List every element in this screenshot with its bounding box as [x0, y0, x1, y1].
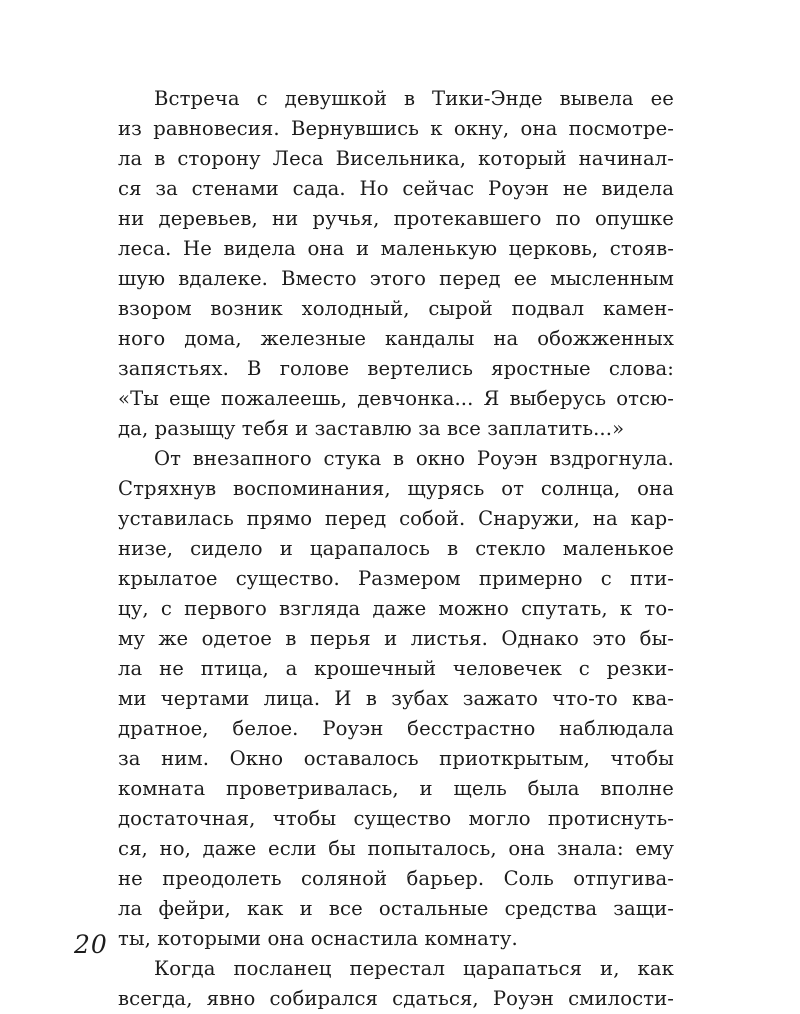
paragraph-2-line: му же одетое в перья и листья. Однако это бы-	[118, 627, 674, 650]
paragraph-2-line: ми чертами лица. И в зубах зажато что-то ква-	[118, 687, 674, 710]
paragraph-1-line: из равновесия. Вернувшись к окну, она посмотре-	[118, 117, 674, 140]
paragraph-2-line: дратное, белое. Роуэн бесстрастно наблюдала	[118, 717, 674, 740]
paragraph-2-line: комната проветривалась, и щель была вполне	[118, 777, 674, 800]
page-number: 20	[74, 930, 108, 959]
paragraph-1-line: шую вдалеке. Вместо этого перед ее мысленным	[118, 267, 674, 290]
paragraph-3-line: Когда посланец перестал царапаться и, как	[154, 957, 674, 980]
paragraph-1-line: да, разыщу тебя и заставлю за все заплатить...»	[118, 417, 625, 440]
paragraph-2-line: Стряхнув воспоминания, щурясь от солнца, она	[118, 477, 674, 500]
paragraph-1-line: ни деревьев, ни ручья, протекавшего по опушке	[118, 207, 674, 230]
paragraph-2-line: уставилась прямо перед собой. Снаружи, на кар-	[118, 507, 674, 530]
paragraph-1-line: «Ты еще пожалеешь, девчонка... Я выберусь отсю-	[118, 387, 674, 410]
paragraph-3-line: всегда, явно собирался сдаться, Роуэн смилости-	[118, 987, 674, 1010]
paragraph-2-line: крылатое существо. Размером примерно с пти-	[118, 567, 674, 590]
paragraph-2-line: достаточная, чтобы существо могло протиснуть-	[118, 807, 674, 830]
paragraph-2-line: низе, сидело и царапалось в стекло маленькое	[118, 537, 674, 560]
paragraph-1-line: ла в сторону Леса Висельника, который начинал-	[118, 147, 674, 170]
paragraph-2-line: ты, которыми она оснастила комнату.	[118, 927, 518, 950]
paragraph-2-line: ла фейри, как и все остальные средства защи-	[118, 897, 674, 920]
paragraph-1-line: Встреча с девушкой в Тики-Энде вывела ее	[154, 87, 674, 110]
paragraph-2-line: ла не птица, а крошечный человечек с резки-	[118, 657, 674, 680]
paragraph-2-line: за ним. Окно оставалось приоткрытым, чтобы	[118, 747, 674, 770]
paragraph-1-line: взором возник холодный, сырой подвал камен-	[118, 297, 674, 320]
paragraph-1-line: ся за стенами сада. Но сейчас Роуэн не видела	[118, 177, 674, 200]
paragraph-1-line: леса. Не видела она и маленькую церковь, стояв-	[118, 237, 674, 260]
paragraph-2-line: не преодолеть соляной барьер. Соль отпугива-	[118, 867, 674, 890]
body-text	[118, 84, 674, 1014]
paragraph-2-line: ся, но, даже если бы попыталось, она знала: ему	[118, 837, 674, 860]
paragraph-2-line: цу, с первого взгляда даже можно спутать, к то-	[118, 597, 674, 620]
paragraph-1-line: запястьях. В голове вертелись яростные слова:	[118, 357, 674, 380]
paragraph-1-line: ного дома, железные кандалы на обожженных	[118, 327, 674, 350]
paragraph-2-line: От внезапного стука в окно Роуэн вздрогнула.	[154, 447, 674, 470]
